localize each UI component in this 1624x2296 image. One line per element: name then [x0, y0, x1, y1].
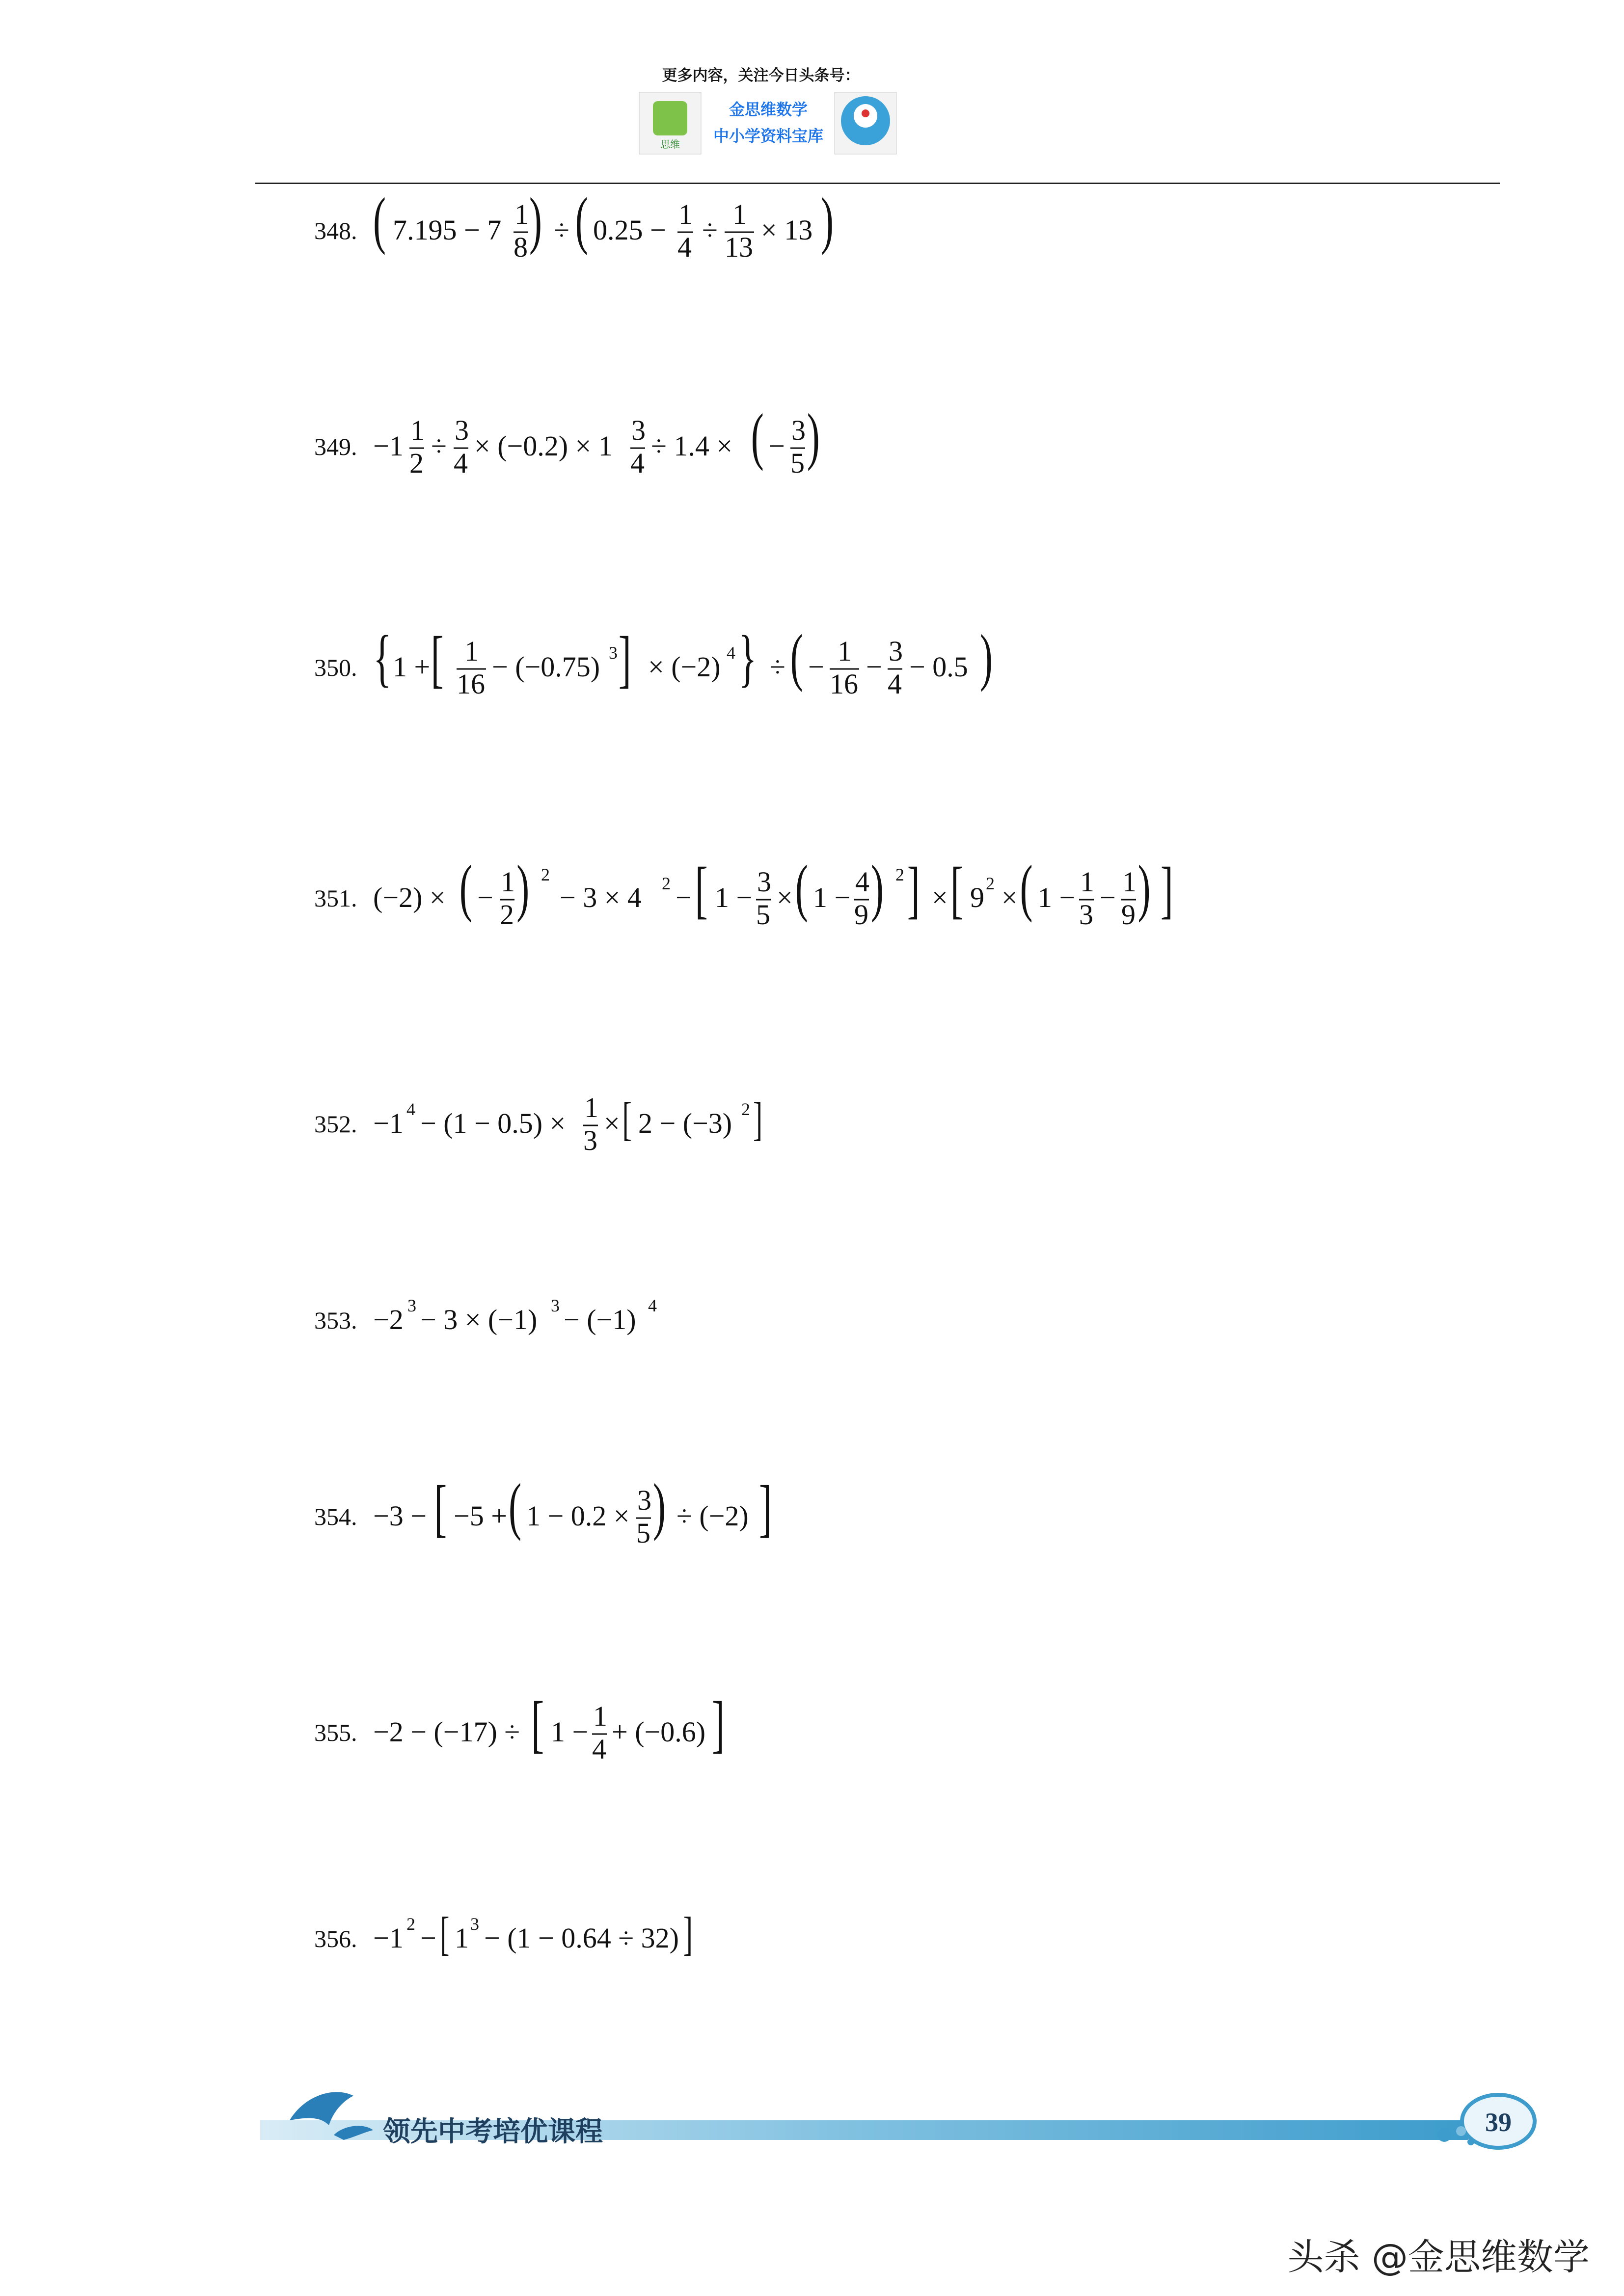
- svg-text:− 3 × (−1): − 3 × (−1): [420, 1304, 537, 1335]
- svg-text:÷ 1.4 ×: ÷ 1.4 ×: [650, 430, 732, 462]
- svg-text:2: 2: [661, 874, 671, 893]
- svg-text:[: [: [431, 623, 444, 695]
- svg-text:×: ×: [1001, 881, 1018, 913]
- svg-text:4: 4: [855, 866, 869, 898]
- svg-text:− 0.5: − 0.5: [909, 651, 968, 683]
- svg-text:2: 2: [406, 1914, 415, 1934]
- svg-text:1 +: 1 +: [392, 651, 430, 683]
- svg-text:×: ×: [931, 881, 948, 913]
- svg-text:2: 2: [541, 865, 550, 884]
- svg-text:−3 −: −3 −: [373, 1500, 427, 1532]
- problem-number: 348.: [314, 217, 357, 244]
- svg-text:−: −: [477, 881, 493, 913]
- svg-text:}: }: [738, 622, 757, 694]
- svg-text:× 13: × 13: [760, 214, 812, 246]
- svg-text:]: ]: [753, 1093, 762, 1146]
- brand-line-2: 中小学资料宝库: [713, 127, 823, 145]
- page-number: 39: [1485, 2108, 1512, 2137]
- svg-text:2 − (−3): 2 − (−3): [638, 1107, 732, 1139]
- problem-352: [314, 1070, 864, 1178]
- svg-text:(: (: [373, 185, 386, 256]
- brand-name: [707, 96, 830, 149]
- svg-text:4: 4: [887, 668, 902, 700]
- expression-353: [373, 1271, 815, 1369]
- svg-text:): ): [979, 621, 993, 693]
- svg-text:1: 1: [410, 414, 425, 446]
- svg-text:2: 2: [985, 874, 995, 893]
- svg-text:3: 3: [454, 414, 469, 446]
- svg-text:−: −: [768, 430, 785, 462]
- svg-text:×: ×: [603, 1107, 620, 1139]
- problem-355: [314, 1679, 864, 1787]
- svg-text:2: 2: [895, 865, 904, 884]
- svg-text:(: (: [790, 621, 803, 693]
- problem-348: [314, 177, 874, 285]
- svg-text:−: −: [808, 651, 824, 683]
- svg-text:]: ]: [1160, 854, 1173, 926]
- svg-text:−1: −1: [373, 1922, 404, 1954]
- svg-text:0.25 −: 0.25 −: [593, 214, 666, 246]
- svg-text:(: (: [508, 1470, 521, 1542]
- brand-logo-right: [834, 91, 897, 155]
- svg-text:]: ]: [618, 623, 631, 695]
- svg-text:16: 16: [456, 668, 485, 700]
- svg-text:(: (: [459, 852, 472, 924]
- problem-number: 354.: [314, 1503, 357, 1530]
- svg-text:3: 3: [791, 414, 806, 446]
- problem-number: 352.: [314, 1110, 357, 1138]
- problem-number: 350.: [314, 654, 357, 681]
- expression-354: [373, 1468, 864, 1566]
- svg-text:− (1 − 0.64 ÷ 32): − (1 − 0.64 ÷ 32): [484, 1922, 679, 1954]
- svg-text:): ): [820, 185, 834, 256]
- header-note: 更多内容，关注今日头条号：: [662, 67, 860, 84]
- problem-350: [314, 614, 1060, 721]
- svg-text:8: 8: [513, 231, 528, 263]
- svg-text:2: 2: [499, 899, 514, 931]
- svg-text:5: 5: [790, 447, 805, 479]
- svg-text:5: 5: [636, 1517, 650, 1549]
- svg-text:(: (: [575, 185, 588, 256]
- svg-text:]: ]: [758, 1472, 772, 1544]
- svg-text:1 −: 1 −: [550, 1716, 588, 1748]
- problem-351: [314, 844, 1227, 952]
- expression-355: [373, 1683, 864, 1782]
- svg-text:3: 3: [583, 1124, 597, 1156]
- svg-text:4: 4: [406, 1099, 415, 1119]
- brand-logo-left: [638, 91, 702, 155]
- svg-text:{: {: [373, 622, 391, 694]
- svg-text:−5 +: −5 +: [453, 1500, 507, 1532]
- svg-text:3: 3: [637, 1484, 651, 1516]
- svg-text:): ): [807, 400, 820, 472]
- svg-text:]: ]: [907, 854, 920, 926]
- svg-text:− (−0.75): − (−0.75): [491, 651, 600, 683]
- svg-text:3: 3: [1079, 899, 1093, 931]
- svg-text:1: 1: [837, 635, 852, 667]
- svg-text:1: 1: [514, 198, 529, 230]
- svg-text:[: [: [950, 854, 963, 926]
- svg-text:1 −: 1 −: [1037, 881, 1075, 913]
- svg-text:]: ]: [711, 1688, 725, 1760]
- svg-text:− (1 − 0.5) ×: − (1 − 0.5) ×: [420, 1107, 566, 1139]
- svg-text:−: −: [866, 651, 882, 683]
- expression-348: [373, 182, 874, 280]
- svg-text:÷: ÷: [702, 214, 718, 246]
- svg-text:2: 2: [741, 1099, 750, 1119]
- problem-356: [314, 1885, 864, 1993]
- svg-text:): ): [516, 852, 529, 924]
- svg-text:3: 3: [470, 1914, 479, 1934]
- svg-text:16: 16: [829, 668, 858, 700]
- svg-text:[: [: [433, 1472, 447, 1544]
- svg-text:): ): [870, 852, 884, 924]
- svg-text:): ): [1137, 852, 1151, 924]
- svg-text:3: 3: [608, 643, 618, 663]
- svg-text:÷ (−2): ÷ (−2): [676, 1500, 749, 1532]
- svg-text:÷: ÷: [769, 651, 785, 683]
- svg-text:÷: ÷: [431, 430, 447, 462]
- svg-text:× (−0.2) × 1: × (−0.2) × 1: [474, 430, 613, 462]
- problem-number: 349.: [314, 433, 357, 460]
- svg-text:1: 1: [500, 866, 515, 898]
- svg-text:7.195 − 7: 7.195 − 7: [392, 214, 501, 246]
- problem-number: 356.: [314, 1925, 357, 1952]
- svg-text:−1: −1: [373, 430, 404, 462]
- svg-text:[: [: [439, 1908, 449, 1960]
- expression-350: [373, 618, 1060, 717]
- svg-text:4: 4: [726, 643, 735, 663]
- svg-text:−: −: [420, 1922, 436, 1954]
- svg-text:[: [: [622, 1093, 632, 1146]
- svg-text:1 −: 1 −: [714, 881, 752, 913]
- svg-text:9: 9: [854, 899, 868, 931]
- problem-354: [314, 1463, 864, 1571]
- svg-text:1: 1: [1122, 866, 1137, 898]
- problem-number: 353.: [314, 1307, 357, 1334]
- svg-text:−: −: [675, 881, 692, 913]
- problem-number: 355.: [314, 1719, 357, 1746]
- problem-353: [314, 1266, 815, 1374]
- svg-text:4: 4: [453, 447, 468, 479]
- svg-text:3: 3: [407, 1296, 416, 1315]
- svg-text:4: 4: [677, 231, 692, 263]
- svg-text:): ): [652, 1470, 666, 1542]
- svg-text:[: [: [695, 854, 708, 926]
- svg-text:1: 1: [454, 1922, 469, 1954]
- svg-text:[: [: [531, 1688, 544, 1760]
- svg-text:3: 3: [631, 414, 646, 446]
- svg-text:1 −: 1 −: [812, 881, 850, 913]
- svg-text:×: ×: [776, 881, 793, 913]
- svg-text:4: 4: [648, 1296, 657, 1315]
- svg-text:+ (−0.6): + (−0.6): [611, 1716, 705, 1748]
- svg-text:− (−1): − (−1): [563, 1304, 636, 1335]
- svg-text:(: (: [795, 852, 808, 924]
- svg-text:1 − 0.2 ×: 1 − 0.2 ×: [526, 1500, 629, 1532]
- svg-text:(: (: [751, 400, 764, 472]
- svg-text:− 3 × 4: − 3 × 4: [559, 881, 642, 913]
- svg-text:5: 5: [756, 899, 770, 931]
- footer-banner: [0, 2086, 1624, 2160]
- svg-text:4: 4: [630, 447, 645, 479]
- svg-text:1: 1: [584, 1092, 598, 1123]
- svg-text:): ): [529, 185, 542, 256]
- watermark: 头杀 @金思维数学: [1287, 2236, 1590, 2278]
- svg-text:2: 2: [409, 447, 424, 479]
- expression-349: [373, 398, 864, 496]
- expression-351: [373, 849, 1227, 947]
- svg-text:3: 3: [888, 635, 903, 667]
- svg-text:−2: −2: [373, 1304, 404, 1335]
- expression-356: [373, 1890, 864, 1988]
- svg-text:1: 1: [732, 198, 747, 230]
- svg-text:1: 1: [678, 198, 693, 230]
- svg-text:3: 3: [757, 866, 771, 898]
- svg-text:13: 13: [724, 231, 753, 263]
- svg-text:× (−2): × (−2): [648, 651, 721, 683]
- svg-text:9: 9: [1121, 899, 1136, 931]
- svg-text:]: ]: [683, 1908, 693, 1960]
- svg-text:9: 9: [970, 881, 984, 913]
- problem-349: [314, 393, 864, 501]
- svg-text:3: 3: [550, 1296, 560, 1315]
- svg-text:(−2) ×: (−2) ×: [373, 881, 446, 913]
- problem-number: 351.: [314, 884, 357, 912]
- svg-text:1: 1: [464, 635, 479, 667]
- footer-slogan: 领先中考培优课程: [383, 2116, 603, 2148]
- svg-text:(: (: [1020, 852, 1033, 924]
- brand-line-1: 金思维数学: [729, 100, 808, 119]
- logo-left-text: 思维: [660, 139, 680, 150]
- svg-text:1: 1: [1080, 866, 1094, 898]
- svg-text:÷: ÷: [553, 214, 569, 246]
- svg-text:4: 4: [592, 1733, 606, 1765]
- svg-text:1: 1: [593, 1700, 607, 1732]
- svg-text:−2 − (−17) ÷: −2 − (−17) ÷: [373, 1716, 520, 1748]
- expression-352: [373, 1075, 864, 1173]
- svg-text:−1: −1: [373, 1107, 404, 1139]
- svg-text:−: −: [1099, 881, 1116, 913]
